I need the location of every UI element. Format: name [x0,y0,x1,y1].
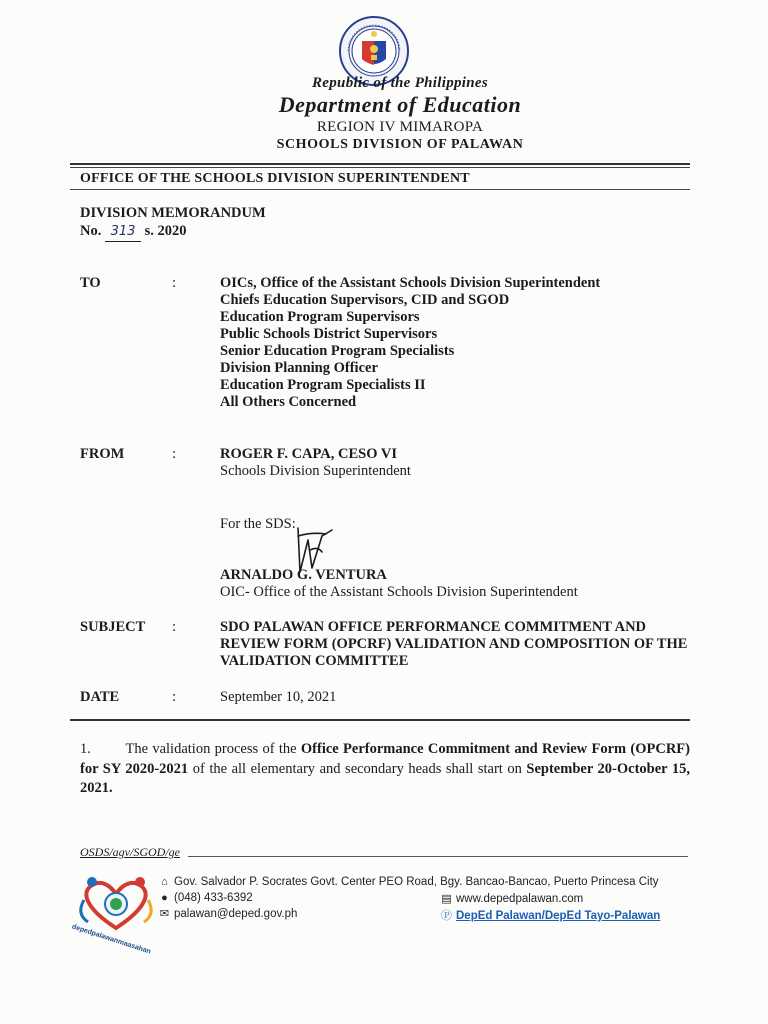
recipient-item: Education Program Supervisors [220,309,420,325]
reference-line [188,856,688,857]
memo-no-label: No. [80,223,102,239]
subject-text [220,619,687,670]
footer-address [158,876,659,888]
subject-line: REVIEW FORM (OPCRF) VALIDATION AND COMPOSITION OF THE [220,636,688,652]
footer-website[interactable] [440,892,583,905]
from-colon: : [172,446,177,462]
recipient-list [220,275,600,411]
signatory-name: ARNALDO G. VENTURA [220,567,387,583]
footer-facebook[interactable] [440,907,660,923]
to-label: TO [80,275,101,291]
recipient-item: Public Schools District Supervisors [220,326,438,342]
recipient-item: All Others Concerned [220,394,357,410]
subject-line: SDO PALAWAN OFFICE PERFORMANCE COMMITMENT AND [220,619,647,635]
signatory-position: OIC- Office of the Assistant Schools Division Superintendent [220,584,578,600]
region-heading: REGION IV MIMAROPA [316,119,484,135]
home-icon: ⌂ [161,876,168,888]
recipient-item: Chiefs Education Supervisors, CID and SGOD [220,292,510,308]
memo-number-line [80,222,266,242]
body-paragraph [80,740,690,799]
web-icon: ▤ [441,893,452,905]
from-label: FROM [80,446,125,462]
reference-code: OSDS/agv/SGOD/ge [80,845,180,859]
division-heading: SCHOOLS DIVISION OF PALAWAN [276,137,524,152]
facebook-icon: Ⓟ [441,910,452,922]
recipient-item: Senior Education Program Specialists [220,343,455,359]
republic-heading: Republic of the Philippines [311,75,489,91]
depedpalawan-logo [72,870,160,936]
memo-series: s. 2020 [144,223,187,239]
recipient-item: OICs, Office of the Assistant Schools Division Superintendent [220,275,601,291]
body-text: The validation process of the [125,741,301,757]
subject-label: SUBJECT [80,619,146,635]
date-colon: : [172,689,177,705]
website-text[interactable]: www.depedpalawan.com [456,893,584,905]
to-colon: : [172,275,177,291]
memo-heading [80,204,266,242]
subject-line: VALIDATION COMMITTEE [220,653,409,669]
recipient-item: Division Planning Officer [220,360,378,376]
date-value: September 10, 2021 [220,689,337,705]
body-bold-form: Office Performance Commitment and Review Form (OPCRF) for SY 2020-2021 [80,741,690,777]
office-divider [70,189,690,190]
phone-text: (048) 433-6392 [174,892,253,904]
footer-phone [158,892,253,904]
address-text: Gov. Salvador P. Socrates Govt. Center PEO Road, Bgy. Bancao-Bancao, Puerto Princesa City [174,876,659,888]
header-divider [70,163,690,165]
sender-position: Schools Division Superintendent [220,463,411,479]
recipient-item: Education Program Specialists II [220,377,426,393]
date-label: DATE [80,689,120,705]
memo-title: DIVISION MEMORANDUM [80,205,266,221]
body-bold-date: September 20-October 15, 2021. [80,760,690,796]
for-sds-label: For the SDS: [220,516,296,532]
email-text[interactable]: palawan@deped.gov.ph [174,908,298,920]
paragraph-number: 1. [80,741,91,757]
department-heading: Department of Education [278,92,522,117]
phone-icon: ● [161,892,168,904]
office-title: OFFICE OF THE SCHOOLS DIVISION SUPERINTENDENT [80,171,470,186]
sender-name: ROGER F. CAPA, CESO VI [220,446,397,462]
date-divider [70,719,690,721]
footer-email[interactable] [158,907,297,920]
subject-colon: : [172,619,177,635]
email-icon: ✉ [159,908,170,920]
body-text: of the all elementary and secondary heads shall start on [188,760,527,777]
header-divider-thin [70,167,690,168]
memo-number: 313 [105,223,141,242]
logo-caption: depedpalawanmaasahan [70,923,152,956]
facebook-link[interactable]: DepEd Palawan/DepEd Tayo-Palawan [456,910,661,922]
